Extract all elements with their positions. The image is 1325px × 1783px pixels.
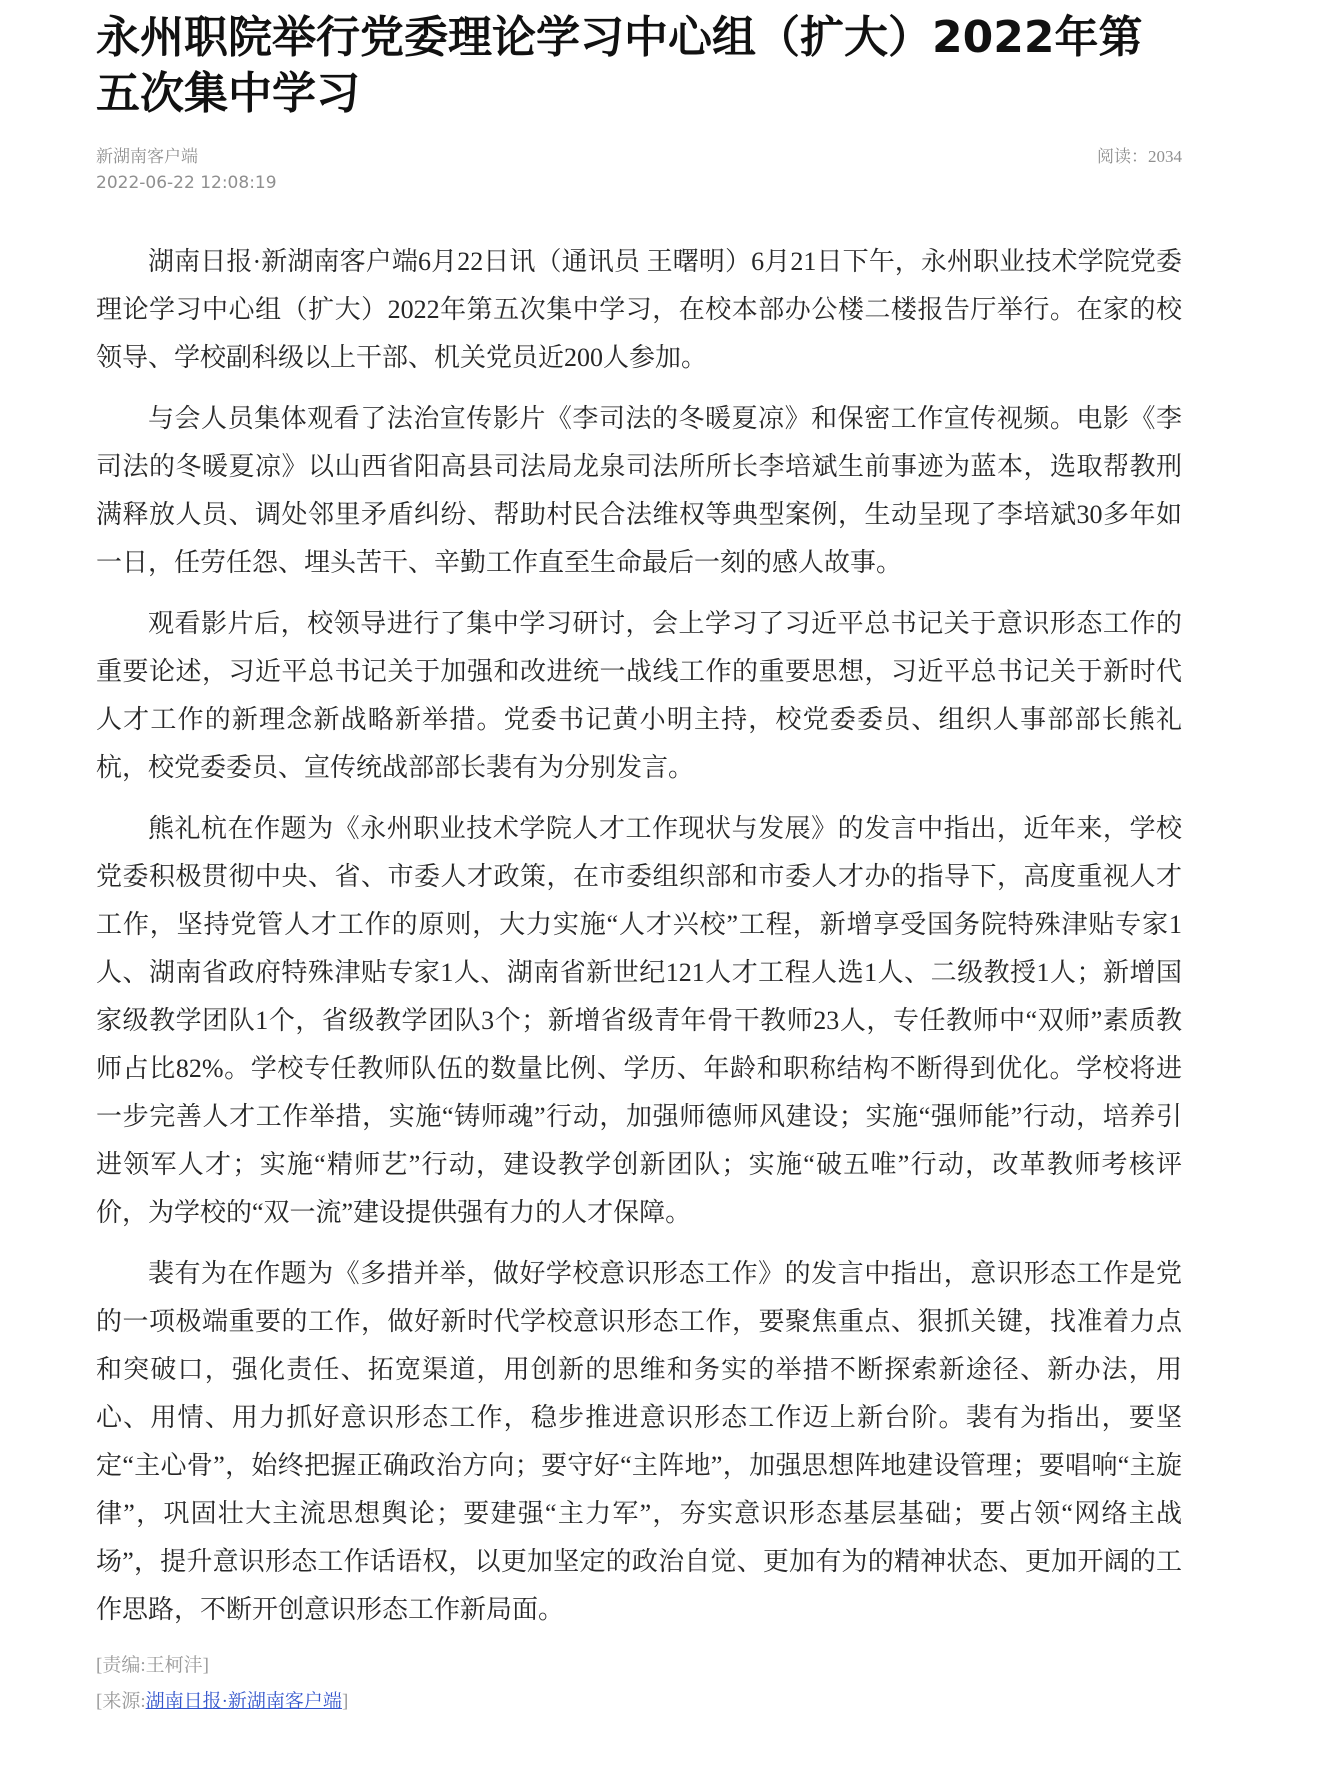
article-source: 新湖南客户端 (96, 147, 198, 166)
paragraph: 与会人员集体观看了法治宣传影片《李司法的冬暖夏凉》和保密工作宣传视频。电影《李司法的冬暖夏凉》以山西省阳高县司法局龙泉司法所所长李培斌生前事迹为蓝本，选取帮教刑满释放人员、调处邻里矛盾纠纷、帮助村民合法维权等典型案例，生动呈现了李培斌30多年如一日，任劳任怨、埋头苦干、辛勤工作直至生命最后一刻的感人故事。 (96, 404, 1182, 577)
editor-name: 王柯沣 (145, 1655, 203, 1676)
article-meta (96, 144, 1182, 198)
origin-link[interactable]: 湖南日报·新湖南客户端 (145, 1691, 342, 1712)
paragraph: 裴有为在作题为《多措并举，做好学校意识形态工作》的发言中指出，意识形态工作是党的一项极端重要的工作，做好新时代学校意识形态工作，要聚焦重点、狠抓关键，找准着力点和突破口，强化责任、拓宽渠道，用创新的思维和务实的举措不断探索新途径、新办法，用心、用情、用力抓好意识形态工作，稳步推进意识形态工作迈上新台阶。裴有为指出，要坚定“主心骨”，始终把握正确政治方向；要守好“主阵地”，加强思想阵地建设管理；要唱响“主旋律”，巩固壮大主流思想舆论；要建强“主力军”，夯实意识形态基层基础；要占领“网络主战场”，提升意识形态工作话语权，以更加坚定的政治自觉、更加有为的精神状态、更加开阔的工作思路，不断开创意识形态工作新局面。 (96, 1259, 1182, 1624)
read-count: 阅读：2034 (1097, 147, 1182, 166)
origin-prefix: [来源: (96, 1691, 146, 1712)
editor-line (96, 1648, 1182, 1684)
article-footer (96, 1648, 1182, 1720)
origin-suffix: ] (341, 1691, 349, 1712)
origin-line (96, 1684, 1182, 1720)
editor-suffix: ] (202, 1655, 209, 1676)
paragraph: 熊礼杭在作题为《永州职业技术学院人才工作现状与发展》的发言中指出，近年来，学校党委积极贯彻中央、省、市委人才政策，在市委组织部和市委人才办的指导下，高度重视人才工作，坚持党管人才工作的原则，大力实施“人才兴校”工程，新增享受国务院特殊津贴专家1人、湖南省政府特殊津贴专家1人、湖南省新世纪121人才工程人选1人、二级教授1人；新增国家级教学团队1个，省级教学团队3个；新增省级青年骨干教师23人，专任教师中“双师”素质教师占比82%。学校专任教师队伍的数量比例、学历、年龄和职称结构不断得到优化。学校将进一步完善人才工作举措，实施“铸师魂”行动，加强师德师风建设；实施“强师能”行动，培养引进领军人才；实施“精师艺”行动，建设教学创新团队；实施“破五唯”行动，改革教师考核评价，为学校的“双一流”建设提供强有力的人才保障。 (96, 814, 1182, 1227)
article-body (96, 238, 1182, 1634)
paragraph: 观看影片后，校领导进行了集中学习研讨，会上学习了习近平总书记关于意识形态工作的重要论述，习近平总书记关于加强和改进统一战线工作的重要思想，习近平总书记关于新时代人才工作的新理念新战略新举措。党委书记黄小明主持，校党委委员、组织人事部部长熊礼杭，校党委委员、宣传统战部部长裴有为分别发言。 (96, 609, 1182, 782)
editor-prefix: [责编: (96, 1655, 146, 1676)
article-datetime: 2022-06-22 12:08:19 (96, 173, 277, 193)
article-title: 永州职院举行党委理论学习中心组（扩大）2022年第五次集中学习 (96, 12, 1143, 119)
paragraph: 湖南日报·新湖南客户端6月22日讯（通讯员 王曙明）6月21日下午，永州职业技术学院党委理论学习中心组（扩大）2022年第五次集中学习，在校本部办公楼二楼报告厅举行。在家的校领导、学校副科级以上干部、机关党员近200人参加。 (96, 247, 1182, 372)
article (96, 10, 1182, 1720)
